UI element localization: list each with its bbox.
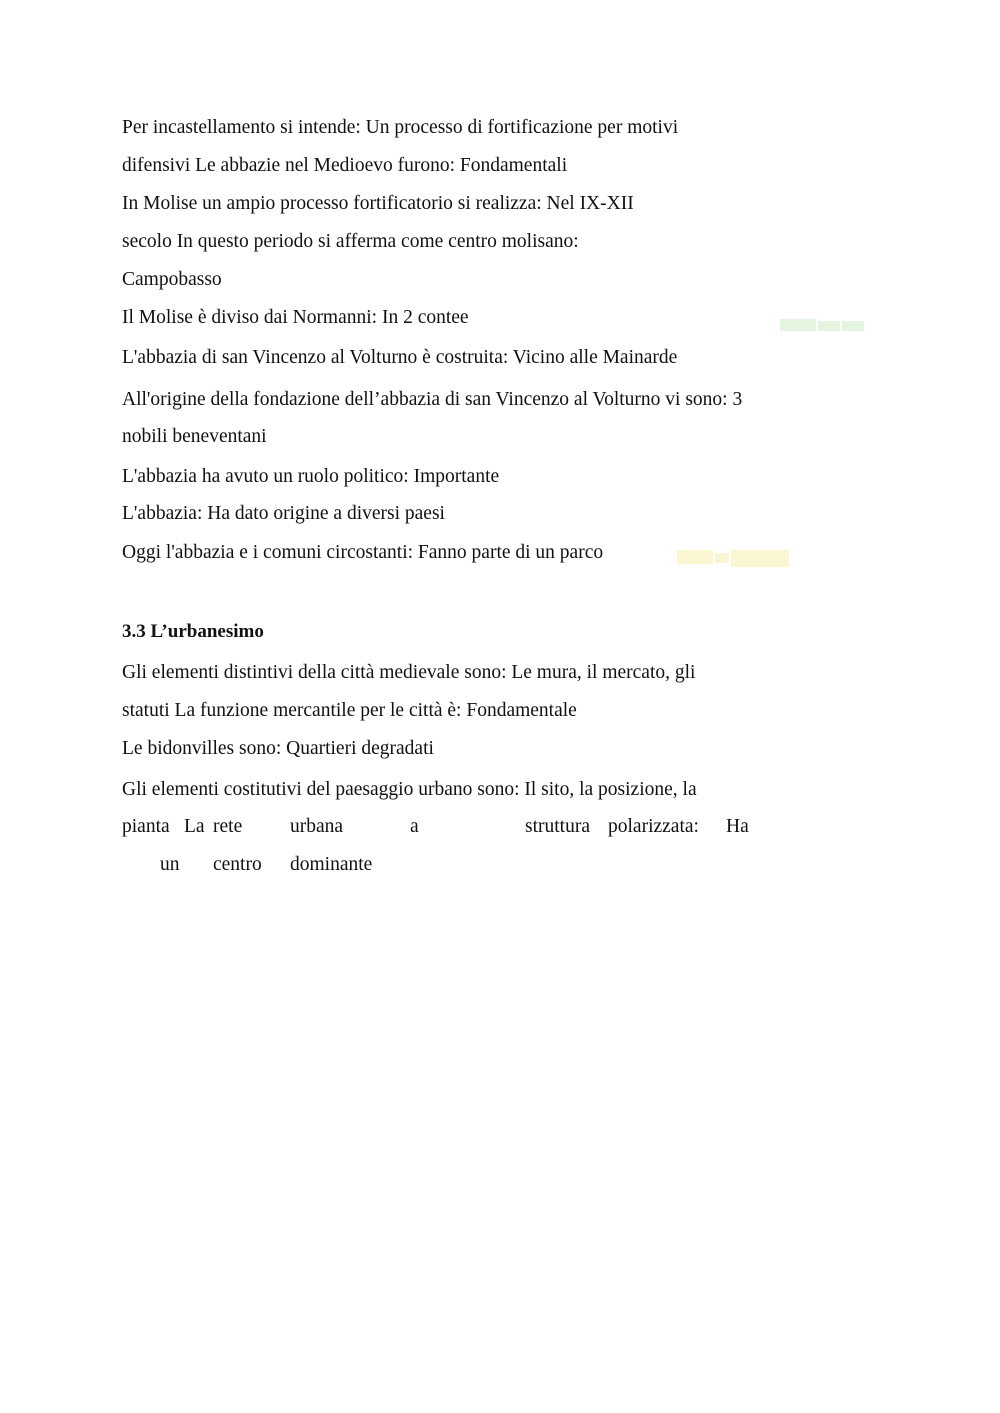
highlight-mark: [731, 550, 789, 567]
text-word: struttura: [525, 816, 590, 837]
text-word: La: [184, 816, 205, 837]
text-line: L'abbazia ha avuto un ruolo politico: Importante: [122, 466, 500, 487]
text-word: Ha: [726, 816, 749, 837]
text-word: rete: [213, 816, 243, 837]
text-line: Il Molise è diviso dai Normanni: In 2 contee: [122, 307, 469, 328]
text-line: difensivi Le abbazie nel Medioevo furono: Fondamentali: [122, 155, 568, 176]
text-word: pianta: [122, 816, 170, 837]
highlight-mark: [842, 321, 864, 331]
highlight-mark: [677, 550, 713, 564]
text-word: un: [160, 854, 180, 875]
text-line: Gli elementi distintivi della città medievale sono: Le mura, il mercato, gli: [122, 662, 696, 683]
text-line: statuti La funzione mercantile per le città è: Fondamentale: [122, 700, 577, 721]
text-line: secolo In questo periodo si afferma come centro molisano:: [122, 231, 579, 252]
text-line: L'abbazia: Ha dato origine a diversi paesi: [122, 503, 445, 524]
highlight-mark: [818, 321, 840, 331]
text-word: dominante: [290, 854, 373, 875]
text-line: nobili beneventani: [122, 426, 267, 447]
text-line: In Molise un ampio processo fortificatorio si realizza: Nel IX-XII: [122, 193, 634, 214]
text-line: Per incastellamento si intende: Un processo di fortificazione per motivi: [122, 117, 679, 138]
text-line: All'origine della fondazione dell’abbazia di san Vincenzo al Volturno vi sono: 3: [122, 389, 743, 410]
text-word: centro: [213, 854, 262, 875]
highlight-mark: [715, 553, 729, 563]
highlight-mark: [780, 319, 816, 331]
text-line: Gli elementi costitutivi del paesaggio urbano sono: Il sito, la posizione, la: [122, 779, 697, 800]
text-line: Campobasso: [122, 269, 222, 290]
text-line: L'abbazia di san Vincenzo al Volturno è costruita: Vicino alle Mainarde: [122, 347, 678, 368]
text-line: Le bidonvilles sono: Quartieri degradati: [122, 738, 434, 759]
section-heading: 3.3 L’urbanesimo: [122, 621, 264, 642]
text-word: polarizzata:: [608, 816, 699, 837]
text-word: a: [410, 816, 419, 837]
text-word: urbana: [290, 816, 344, 837]
text-line: Oggi l'abbazia e i comuni circostanti: Fanno parte di un parco: [122, 542, 604, 563]
